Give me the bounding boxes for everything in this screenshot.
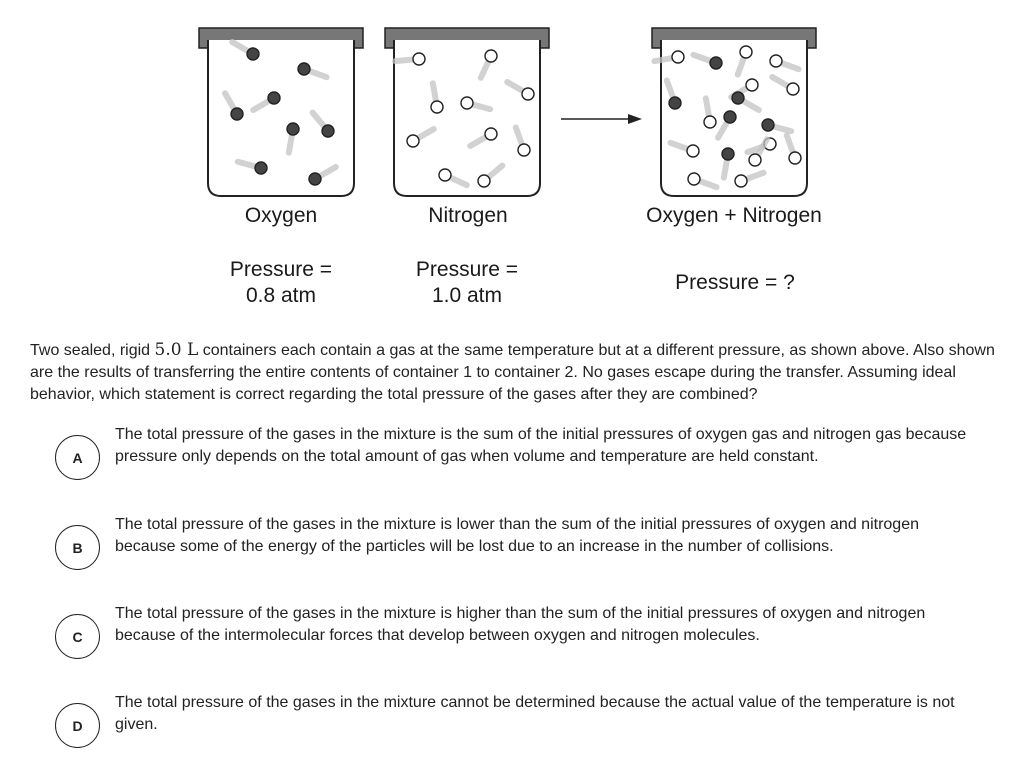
oxygen-particle xyxy=(298,63,310,75)
oxygen-particle xyxy=(287,123,299,135)
nitrogen-particle xyxy=(735,175,747,187)
nitrogen-particle xyxy=(485,50,497,62)
choice-a-text[interactable]: The total pressure of the gases in the mixture is the sum of the initial pressures of oxygen gas and nitrogen gas because pressure only depends on the total amount of gas when volume and temperature are held constant. xyxy=(115,426,967,465)
choice-c-letter[interactable]: C xyxy=(55,614,100,659)
choice-d-text[interactable]: The total pressure of the gases in the mixture cannot be determined because the actual value of the temperature is not given. xyxy=(115,694,955,733)
oxygen-particle xyxy=(669,97,681,109)
nitrogen-particle xyxy=(439,169,451,181)
choice-b[interactable] xyxy=(55,516,985,585)
choice-a-letter[interactable]: A xyxy=(55,435,100,480)
oxygen-particle xyxy=(309,173,321,185)
oxygen-particle xyxy=(247,48,259,60)
question-text: Two sealed, rigid 5.0 L containers each contain a gas at the same temperature but at a different pressure, as shown above. Also shown are the results of transferring the entire contents of container 1 to container 2. No gases escape during the transfer. Assuming ideal behavior, which statement is correct regarding the total pressure of the gases after they are combined? xyxy=(30,340,995,403)
nitrogen-particle xyxy=(413,53,425,65)
oxygen-container-body xyxy=(208,40,354,196)
nitrogen-particle xyxy=(461,97,473,109)
choice-b-text[interactable]: The total pressure of the gases in the mixture is lower than the sum of the initial pressures of oxygen and nitrogen because some of the energy of the particles will be lost due to an increase in the number of collisions. xyxy=(115,516,919,555)
nitrogen-particle xyxy=(478,175,490,187)
nitrogen-particle xyxy=(749,154,761,166)
nitrogen-particle xyxy=(485,128,497,140)
choice-d-letter[interactable]: D xyxy=(55,703,100,748)
oxygen-particle xyxy=(732,92,744,104)
nitrogen-particle xyxy=(787,83,799,95)
nitrogen-particle xyxy=(407,135,419,147)
choice-c[interactable] xyxy=(55,605,985,674)
oxygen-particle xyxy=(724,111,736,123)
oxygen-label: Oxygen xyxy=(244,204,318,227)
nitrogen-particle xyxy=(740,46,752,58)
nitrogen-particle xyxy=(672,51,684,63)
nitrogen-particle xyxy=(789,152,801,164)
nitrogen-particle xyxy=(431,101,443,113)
oxygen-particle xyxy=(722,148,734,160)
oxygen-pressure: Pressure = 0.8 atm xyxy=(229,258,333,307)
transfer-arrow-icon xyxy=(561,114,642,124)
mixture-label: Oxygen + Nitrogen xyxy=(646,204,822,227)
nitrogen-particle xyxy=(518,144,530,156)
choice-c-text[interactable]: The total pressure of the gases in the mixture is higher than the sum of the initial pressures of oxygen and nitrogen because of the intermolecular forces that develop between oxygen and nitrogen molecules. xyxy=(115,605,926,644)
nitrogen-container xyxy=(385,28,549,196)
nitrogen-particle xyxy=(746,79,758,91)
choice-a[interactable] xyxy=(55,426,985,495)
nitrogen-particle xyxy=(687,145,699,157)
choice-b-letter[interactable]: B xyxy=(55,525,100,570)
nitrogen-particle xyxy=(688,173,700,185)
volume-value: 5.0 L xyxy=(154,340,199,360)
oxygen-particle xyxy=(255,162,267,174)
nitrogen-particle xyxy=(522,88,534,100)
oxygen-particle xyxy=(710,57,722,69)
nitrogen-label: Nitrogen xyxy=(428,204,508,227)
oxygen-container xyxy=(199,28,363,196)
nitrogen-particle xyxy=(704,116,716,128)
choice-d[interactable] xyxy=(55,694,985,763)
oxygen-particle xyxy=(322,125,334,137)
nitrogen-pressure: Pressure = 1.0 atm xyxy=(415,258,519,307)
mixture-pressure: Pressure = ? xyxy=(675,271,795,294)
nitrogen-particle xyxy=(770,55,782,67)
oxygen-particle xyxy=(231,108,243,120)
oxygen-particle xyxy=(762,119,774,131)
oxygen-particle xyxy=(268,92,280,104)
